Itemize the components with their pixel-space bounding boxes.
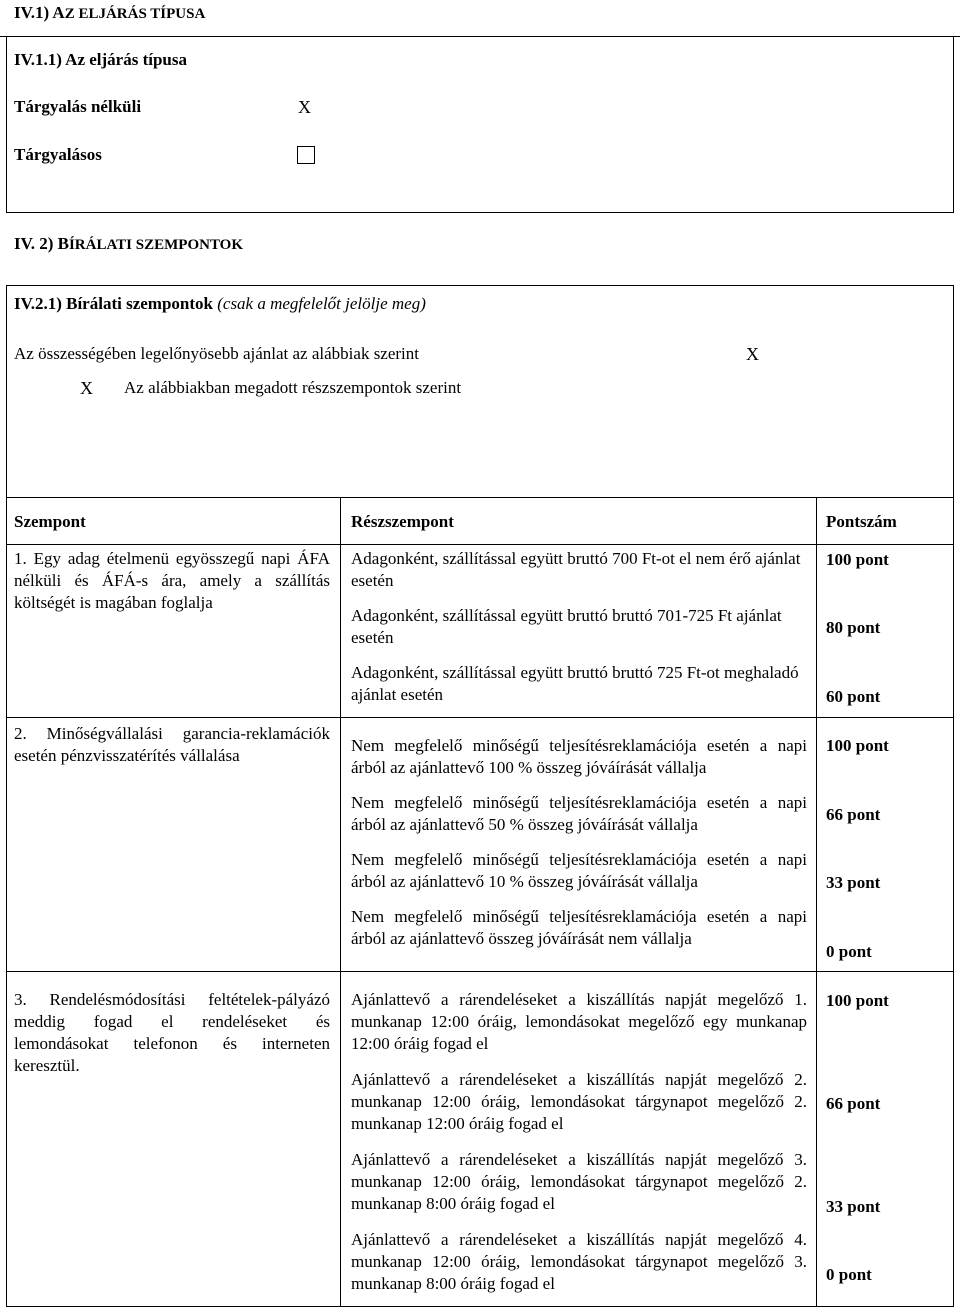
subcriterion-2-4: Nem megfelelő minőségű teljesítésreklamációja esetén a napi árból az ajánlattevő összeg jóváírását nem vállalja — [351, 907, 807, 948]
table-border-right — [953, 497, 954, 1307]
procedure-type-label-2: Tárgyalásos — [14, 145, 102, 164]
subcriterion-3-4: Ajánlattevő a rárendeléseket a kiszállítás napját megelőző 4. munkanap 12:00 óráig, lemondásokat tárgynapot megelőző 3. munkanap 8:00 óráig fogad el — [351, 1230, 807, 1293]
points-1-1: 100 pont — [826, 550, 889, 569]
subcriterion-1-1: Adagonként, szállítással együtt bruttó 700 Ft-ot el nem érő ajánlat esetén — [351, 549, 801, 590]
table-border-top — [6, 497, 954, 498]
table-border-bottom — [6, 1306, 954, 1307]
table-col-divider — [816, 497, 817, 1307]
section-iv2-heading: IV. 2) BÍRÁLATI SZEMPONTOK — [14, 234, 244, 253]
divider — [0, 36, 960, 37]
section-iv2-subheading: IV.2.1) Bírálati szempontok (csak a megfelelőt jelölje meg) — [14, 294, 426, 313]
points-1-3: 60 pont — [826, 687, 881, 706]
points-2-2: 66 pont — [826, 805, 881, 824]
subcriterion-3-1: Ajánlattevő a rárendeléseket a kiszállítás napját megelőző 1. munkanap 12:00 óráig, lemondásokat megelőző egy munkanap 12:00 óráig fogad el — [351, 990, 807, 1053]
table-row-divider — [6, 971, 954, 972]
subcriterion-3-2: Ajánlattevő a rárendeléseket a kiszállítás napját megelőző 2. munkanap 12:00 óráig, lemondásokat tárgynapot megelőző 2. munkanap 12:00 óráig fogad el — [351, 1070, 807, 1133]
box-border-top — [6, 285, 954, 286]
section-iv1-subheading: IV.1.1) Az eljárás típusa — [14, 50, 187, 69]
points-2-1: 100 pont — [826, 736, 889, 755]
criterion-1: 1. Egy adag ételmenü egyösszegű napi ÁFA nélküli és ÁFÁ-s ára, amely a szállítás költségét is magában foglalja — [14, 549, 330, 612]
criterion-2: 2. Minőségvállalási garancia-reklamációk esetén pénzvisszatérítés vállalása — [14, 724, 330, 765]
box-border-right — [953, 36, 954, 212]
subcriterion-2-2: Nem megfelelő minőségű teljesítésreklamációja esetén a napi árból az ajánlattevő 50 % összeg jóváírását vállalja — [351, 793, 807, 834]
table-header-criterion: Szempont — [14, 512, 86, 531]
points-3-1: 100 pont — [826, 991, 889, 1010]
subcriterion-2-1: Nem megfelelő minőségű teljesítésreklamációja esetén a napi árból az ajánlattevő 100 % összeg jóváírását vállalja — [351, 736, 807, 777]
table-col-divider — [340, 497, 341, 1307]
criterion-3: 3. Rendelésmódosítási feltételek-pályázó meddig fogad el rendeléseket és lemondásokat telefonon és interneten keresztül. — [14, 990, 330, 1075]
criteria-option-2-label: Az alábbiakban megadott részszempontok szerint — [124, 378, 462, 397]
points-3-4: 0 pont — [826, 1265, 872, 1284]
points-1-2: 80 pont — [826, 618, 881, 637]
table-header-divider — [6, 544, 954, 545]
subcriterion-3-3: Ajánlattevő a rárendeléseket a kiszállítás napját megelőző 3. munkanap 12:00 óráig, lemondásokat tárgynapot megelőző 2. munkanap 8:00 óráig fogad el — [351, 1150, 807, 1213]
subcriterion-1-3: Adagonként, szállítással együtt bruttó bruttó 725 Ft-ot meghaladó ajánlat esetén — [351, 663, 799, 704]
table-row-divider — [6, 717, 954, 718]
box-border-left — [6, 285, 7, 497]
checkbox-unchecked[interactable] — [297, 146, 315, 164]
section-iv1-heading: IV.1) AZ ELJÁRÁS TÍPUSA — [14, 3, 206, 22]
points-2-4: 0 pont — [826, 942, 872, 961]
box-border-bottom — [6, 212, 954, 213]
points-2-3: 33 pont — [826, 873, 881, 892]
subcriterion-1-2: Adagonként, szállítással együtt bruttó bruttó 701-725 Ft ajánlat esetén — [351, 606, 782, 647]
procedure-type-label-1: Tárgyalás nélküli — [14, 97, 142, 116]
criteria-option-1-mark[interactable]: X — [746, 344, 759, 364]
procedure-type-mark-1[interactable]: X — [298, 97, 311, 117]
box-border-left — [6, 36, 7, 212]
table-border-left — [6, 497, 7, 1307]
criteria-option-2-mark[interactable]: X — [80, 378, 93, 398]
criteria-option-1-label: Az összességében legelőnyösebb ajánlat az alábbiak szerint — [14, 344, 420, 363]
table-header-subcriterion: Részszempont — [351, 512, 454, 531]
table-header-points: Pontszám — [826, 512, 897, 531]
box-border-right — [953, 285, 954, 497]
points-3-3: 33 pont — [826, 1197, 881, 1216]
subcriterion-2-3: Nem megfelelő minőségű teljesítésreklamációja esetén a napi árból az ajánlattevő 10 % összeg jóváírását vállalja — [351, 850, 807, 891]
points-3-2: 66 pont — [826, 1094, 881, 1113]
